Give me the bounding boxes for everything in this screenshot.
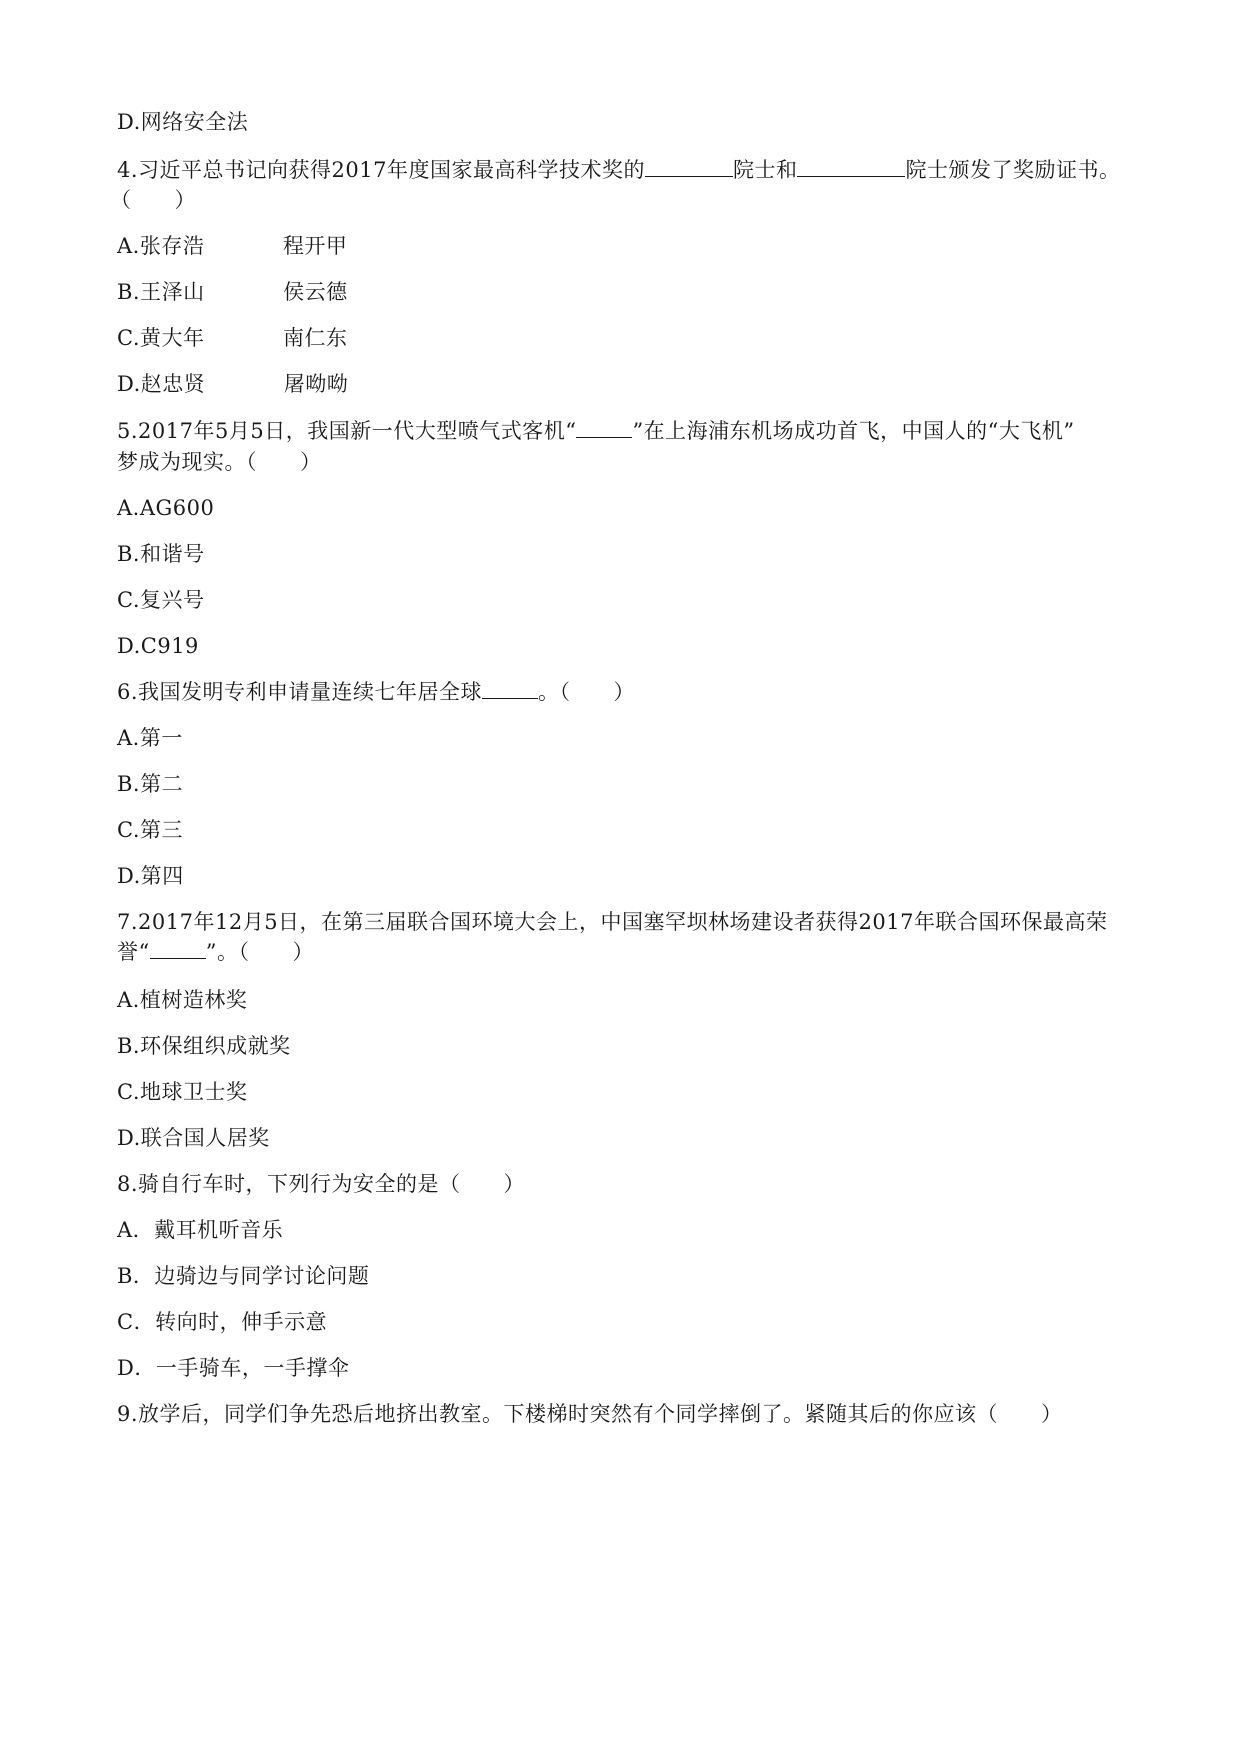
q4-option-a <box>117 232 347 260</box>
q3-option-d <box>117 108 248 136</box>
q8-option-c-text: C．转向时，伸手示意 <box>117 1310 328 1334</box>
q7-stem-part-a: 7.2017年12月5日，在第三届联合国环境大会上，中国塞罕坝林场建设者获得2017年联合国环保最高荣 <box>117 910 1108 934</box>
q8-option-b-text: B．边骑边与同学讨论问题 <box>117 1264 370 1288</box>
q7-option-d <box>117 1124 270 1152</box>
q4-option-d-second: 屠呦呦 <box>283 372 349 396</box>
q4-option-a-first: 张存浩 <box>139 234 205 258</box>
q5-option-d <box>117 632 199 660</box>
q4-answer-paren: （ ） <box>110 188 196 212</box>
q6-stem-part-b: 。（ ） <box>538 680 636 704</box>
q5-option-b <box>117 540 205 568</box>
q7-blank <box>150 938 206 959</box>
q7-stem-line2 <box>117 938 314 966</box>
q4-option-c-second: 南仁东 <box>283 326 348 350</box>
q4-option-d-first: 赵忠贤 <box>140 372 206 396</box>
q8-option-d-text: D．一手骑车，一手撑伞 <box>117 1356 350 1380</box>
q8-stem <box>117 1170 525 1198</box>
q3-option-d-text: D.网络安全法 <box>117 110 249 134</box>
q5-stem-part-b: ”在上海浦东机场成功首飞，中国人的“大飞机” <box>632 419 1075 443</box>
q4-option-b <box>117 278 348 306</box>
q8-option-c <box>117 1308 327 1336</box>
q4-option-b-second: 侯云德 <box>283 280 348 304</box>
q6-option-b <box>117 770 183 798</box>
q5-option-a-text: A.AG600 <box>117 496 215 520</box>
q7-option-d-text: D.联合国人居奖 <box>117 1126 270 1150</box>
q5-option-a <box>117 494 214 522</box>
q5-stem-part-c: 梦成为现实。（ ） <box>117 450 322 474</box>
q4-option-a-letter: A. <box>117 234 140 258</box>
q6-option-d-text: D.第四 <box>117 864 184 888</box>
q4-option-d-letter: D. <box>117 372 141 396</box>
q8-option-a-text: A．戴耳机听音乐 <box>117 1218 284 1242</box>
q7-option-c-text: C.地球卫士奖 <box>117 1080 248 1104</box>
q8-option-a <box>117 1216 283 1244</box>
q4-stem-part-b: 院士和 <box>732 158 798 182</box>
q5-stem-line2 <box>117 448 322 476</box>
q5-option-d-text: D.C919 <box>117 634 199 658</box>
q6-stem <box>117 678 635 706</box>
q7-option-a <box>117 986 247 1014</box>
q4-option-b-letter: B. <box>117 280 141 304</box>
q4-stem-part-a: 4.习近平总书记向获得2017年度国家最高科学技术奖的 <box>117 158 645 182</box>
q4-option-c-first: 黄大年 <box>140 326 205 350</box>
q6-option-b-text: B.第二 <box>117 772 184 796</box>
q6-option-a <box>117 724 183 752</box>
q4-blank-2 <box>797 156 905 177</box>
q7-option-b-text: B.环保组织成就奖 <box>117 1034 291 1058</box>
q4-stem-part-c: 院士颁发了奖励证书。 <box>905 158 1121 182</box>
q4-stem-line2 <box>110 186 196 214</box>
q8-stem-text: 8.骑自行车时，下列行为安全的是（ ） <box>117 1172 526 1196</box>
q4-blank-1 <box>645 156 733 177</box>
q6-blank <box>482 678 538 699</box>
q4-option-d <box>117 370 348 398</box>
q9-stem-text: 9.放学后，同学们争先恐后地挤出教室。下楼梯时突然有个同学摔倒了。紧随其后的你应该（ ） <box>117 1402 1063 1426</box>
q7-stem-part-c: ”。（ ） <box>205 940 314 964</box>
q4-option-a-second: 程开甲 <box>282 234 348 258</box>
q5-blank <box>576 417 632 438</box>
q5-option-b-text: B.和谐号 <box>117 542 205 566</box>
q4-option-b-first: 王泽山 <box>140 280 205 304</box>
q5-option-c <box>117 586 205 614</box>
q6-option-c <box>117 816 183 844</box>
q8-option-b <box>117 1262 369 1290</box>
q7-option-b <box>117 1032 291 1060</box>
q5-stem-line1 <box>117 417 1075 445</box>
q6-stem-part-a: 6.我国发明专利申请量连续七年居全球 <box>117 680 483 704</box>
q7-stem-part-b: 誉“ <box>117 940 150 964</box>
q6-option-a-text: A.第一 <box>117 726 183 750</box>
q8-option-d <box>117 1354 349 1382</box>
q7-stem-line1 <box>117 908 1108 936</box>
q4-option-c <box>117 324 348 352</box>
q7-option-a-text: A.植树造林奖 <box>117 988 248 1012</box>
q5-option-c-text: C.复兴号 <box>117 588 205 612</box>
q4-stem-line1 <box>117 156 1120 184</box>
q4-option-c-letter: C. <box>117 326 140 350</box>
q7-option-c <box>117 1078 248 1106</box>
q9-stem <box>117 1400 1063 1428</box>
q6-option-c-text: C.第三 <box>117 818 183 842</box>
q5-stem-part-a: 5.2017年5月5日，我国新一代大型喷气式客机“ <box>117 419 577 443</box>
q6-option-d <box>117 862 184 890</box>
